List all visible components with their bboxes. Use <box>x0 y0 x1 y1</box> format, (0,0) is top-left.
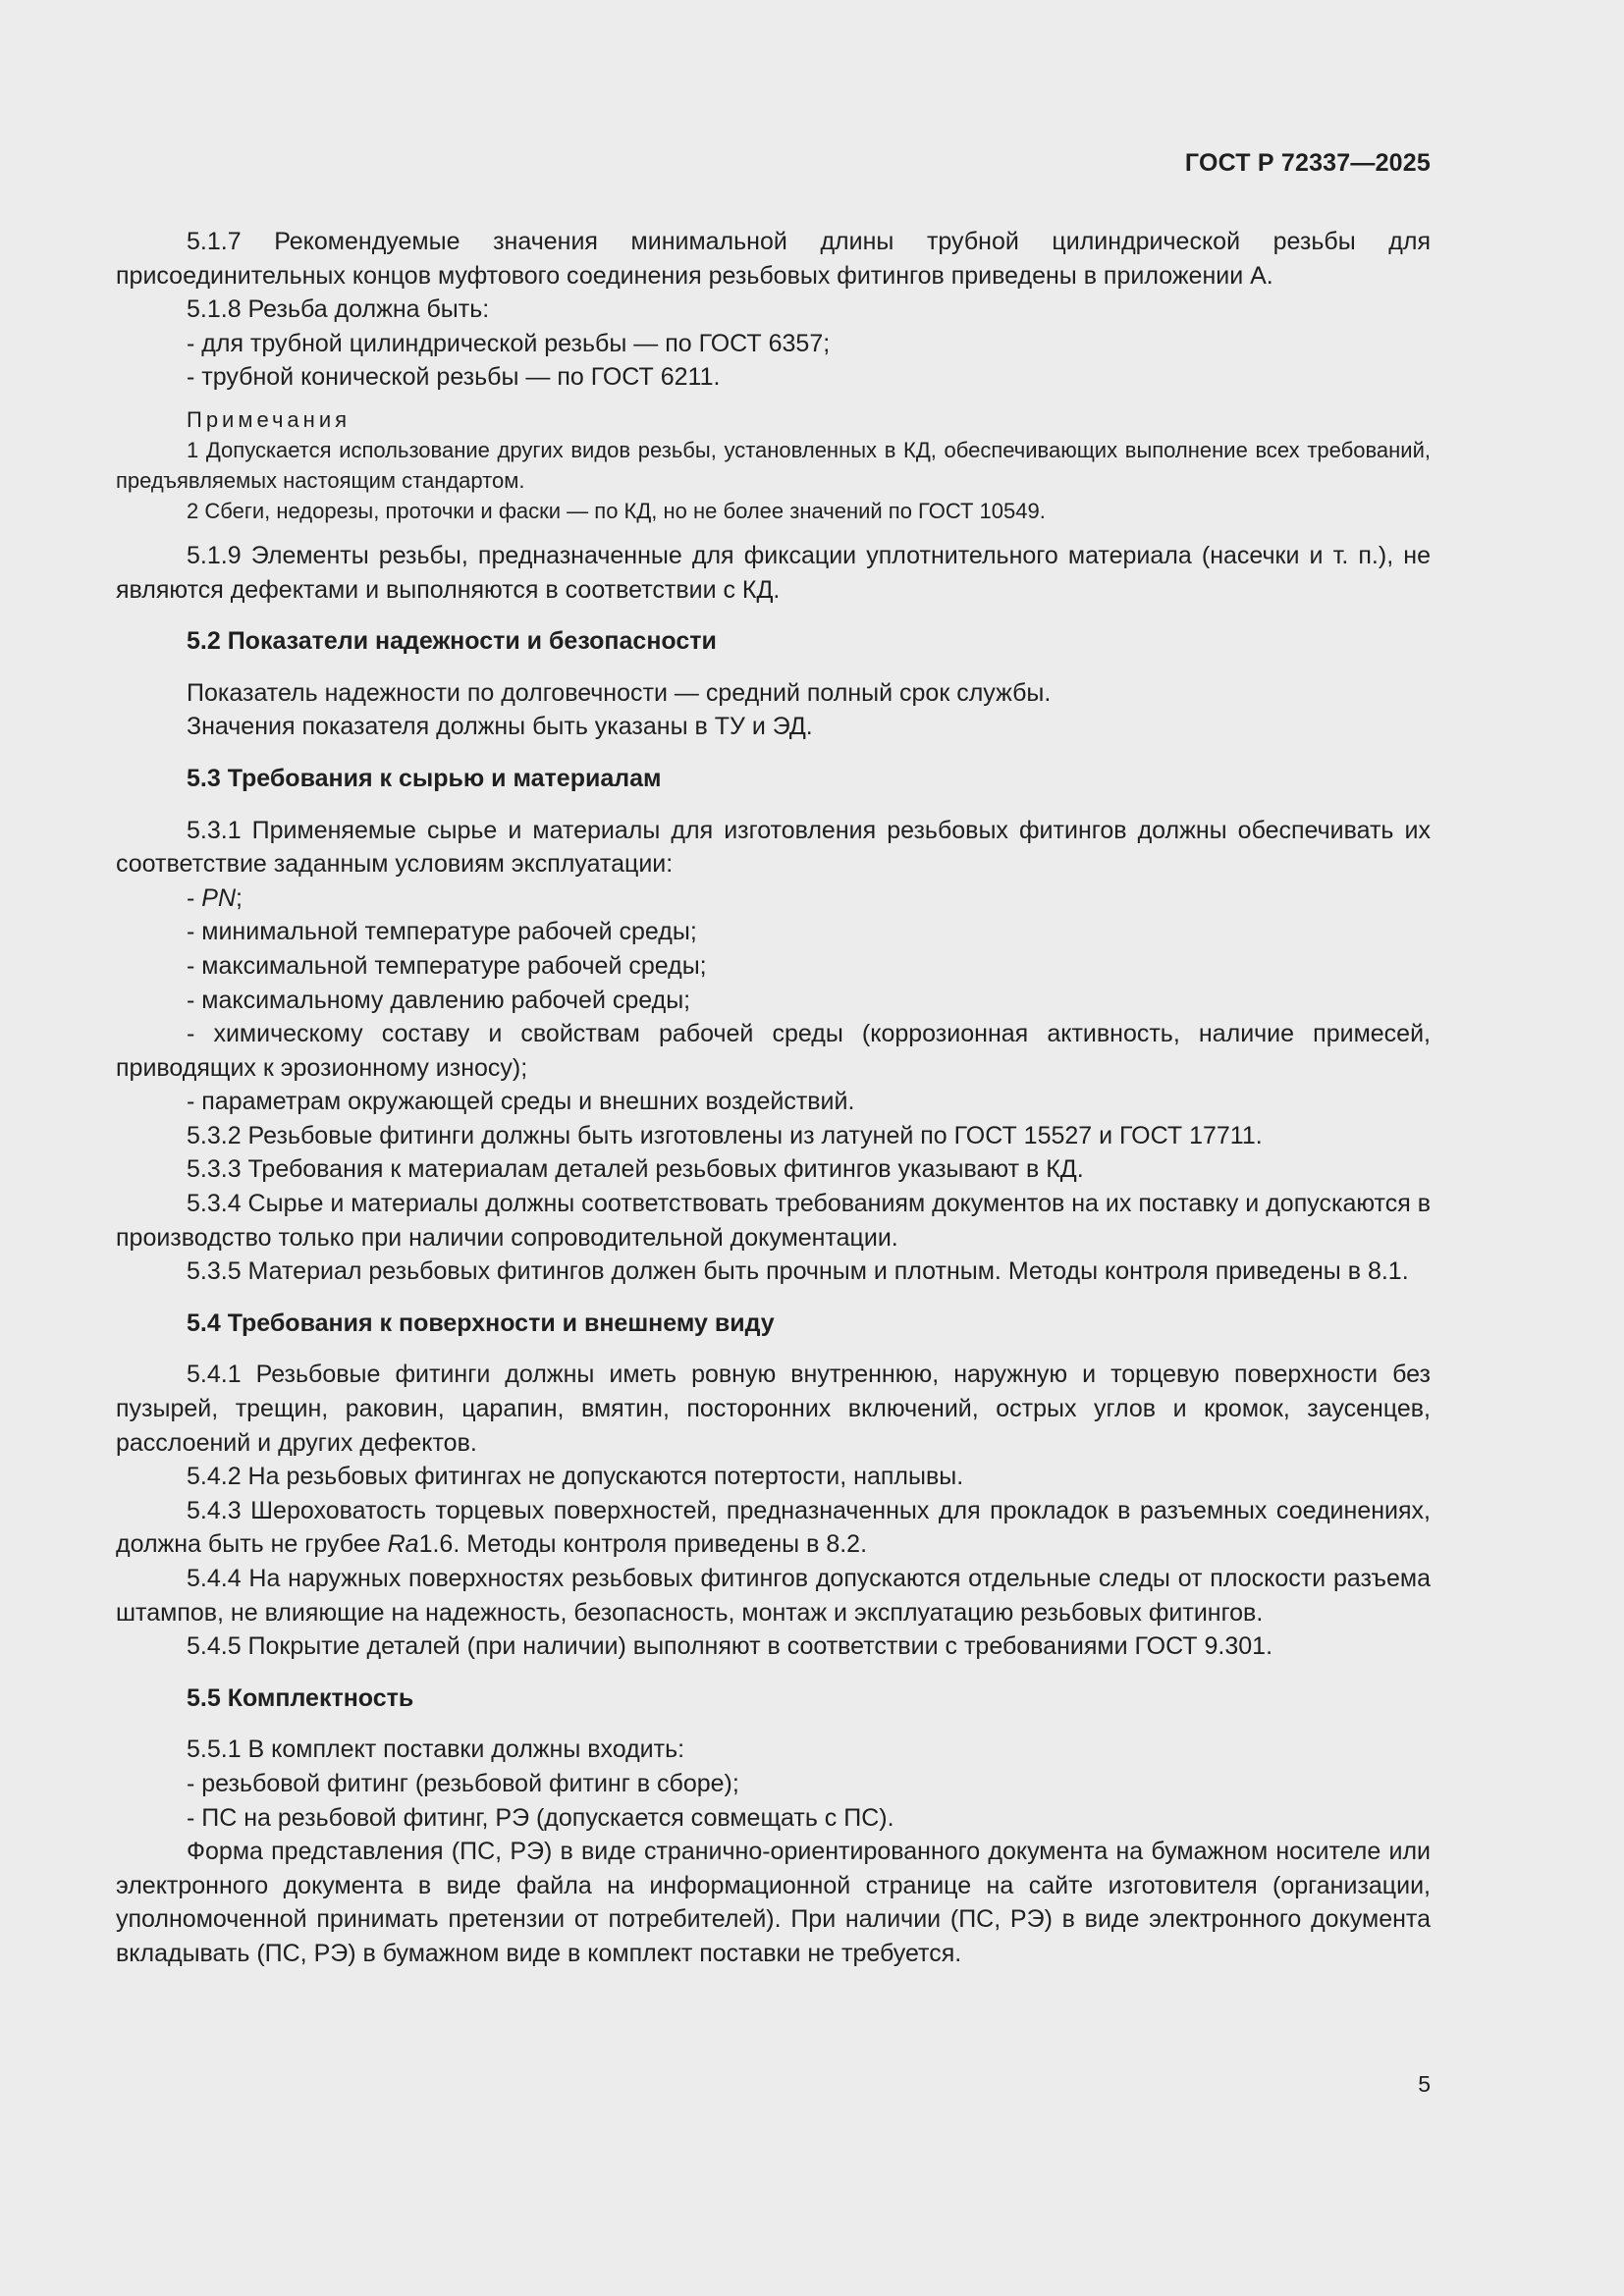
note-1: 1 Допускается использование других видов резьбы, установленных в КД, обеспечивающих выполнение всех требований, предъявляемых настоящим стандартом. <box>116 437 1431 493</box>
clause-5-2-line-2: Значения показателя должны быть указаны в ТУ и ЭД. <box>187 713 813 741</box>
clause-5-5-1: 5.5.1 В комплект поставки должны входить: <box>187 1735 685 1764</box>
clause-5-4-3-text-end: 1.6. Методы контроля приведены в 8.2. <box>418 1530 868 1559</box>
list-dash: - <box>187 883 202 912</box>
clause-5-3-1-item-4: - максимальному давлению рабочей среды; <box>187 986 691 1014</box>
notes-block <box>116 404 1431 526</box>
spacer <box>116 526 1431 539</box>
note-2: 2 Сбеги, недорезы, проточки и фаски — по КД, но не более значений по ГОСТ 10549. <box>187 498 1046 523</box>
clause-5-5-1-item-1: - резьбовой фитинг (резьбовой фитинг в сборе); <box>187 1769 739 1797</box>
document-header-standard-id: ГОСТ Р 72337—2025 <box>1184 149 1431 177</box>
clause-5-3-1-item-pn <box>116 881 1431 916</box>
spacer <box>116 1715 1431 1733</box>
clause-5-3-5: 5.3.5 Материал резьбовых фитингов должен быть прочным и плотным. Методы контроля приведены в 8.1. <box>187 1257 1409 1286</box>
section-heading-5-5: 5.5 Комплектность <box>187 1683 414 1712</box>
clause-5-3-1-item-6: - параметрам окружающей среды и внешних воздействий. <box>187 1088 855 1116</box>
spacer <box>116 1664 1431 1682</box>
clause-5-1-8-item-2: - трубной конической резьбы — по ГОСТ 6211. <box>187 363 721 392</box>
clause-5-1-8: 5.1.8 Резьба должна быть: <box>187 295 490 324</box>
page-number: 5 <box>1418 2071 1431 2097</box>
clause-5-4-3 <box>116 1494 1431 1562</box>
document-page <box>116 0 1431 2296</box>
clause-5-4-5: 5.4.5 Покрытие деталей (при наличии) выполняют в соответствии с требованиями ГОСТ 9.301. <box>187 1632 1273 1661</box>
list-end: ; <box>236 883 243 912</box>
clause-5-4-2: 5.4.2 На резьбовых фитингах не допускаются потертости, наплывы. <box>187 1463 964 1491</box>
clause-5-1-8-item-1: - для трубной цилиндрической резьбы — по ГОСТ 6357; <box>187 329 831 357</box>
clause-5-3-3: 5.3.3 Требования к материалам деталей резьбовых фитингов указывают в КД. <box>187 1155 1084 1184</box>
notes-title: Примечания <box>187 406 352 432</box>
clause-5-3-1-item-3: - максимальной температуре рабочей среды; <box>187 951 707 980</box>
clause-5-3-4: 5.3.4 Сырье и материалы должны соответствовать требованиям документов на их поставку и допускаются в производство только при наличии сопроводительной документации. <box>116 1190 1431 1252</box>
spacer <box>116 744 1431 762</box>
ra-symbol: Ra <box>387 1530 419 1559</box>
clause-5-4-1: 5.4.1 Резьбовые фитинги должны иметь ровную внутреннюю, наружную и торцевую поверхности без пузырей, трещин, раковин, царапин, вмятин, посторонних включений, острых углов и кромок, заусенцев, расслоений и других дефектов. <box>116 1361 1431 1457</box>
spacer <box>116 607 1431 624</box>
section-heading-5-3: 5.3 Требования к сырью и материалам <box>187 764 662 792</box>
spacer <box>116 1340 1431 1358</box>
clause-5-5-1-item-2: - ПС на резьбовой фитинг, РЭ (допускается совмещать с ПС). <box>187 1803 894 1832</box>
spacer <box>116 796 1431 814</box>
spacer <box>116 1289 1431 1307</box>
spacer <box>116 659 1431 676</box>
clause-5-1-9: 5.1.9 Элементы резьбы, предназначенные для фиксации уплотнительного материала (насечки и т. п.), не являются дефектами и выполняются в соответствии с КД. <box>116 541 1431 604</box>
clause-5-3-2: 5.3.2 Резьбовые фитинги должны быть изготовлены из латуней по ГОСТ 15527 и ГОСТ 17711. <box>187 1121 1263 1149</box>
clause-5-4-3-text-start: 5.4.3 Шероховатость торцевых поверхностей, предназначенных для прокладок в разъемных соединениях, должна быть не грубее <box>116 1496 1431 1559</box>
document-body <box>116 225 1431 1971</box>
section-heading-5-2: 5.2 Показатели надежности и безопасности <box>187 627 717 656</box>
clause-5-1-7: 5.1.7 Рекомендуемые значения минимальной длины трубной цилиндрической резьбы для присоединительных концов муфтового соединения резьбовых фитингов приведены в приложении А. <box>116 228 1431 290</box>
pn-symbol: PN <box>201 883 237 912</box>
clause-5-3-1: 5.3.1 Применяемые сырье и материалы для изготовления резьбовых фитингов должны обеспечивать их соответствие заданным условиям эксплуатации: <box>116 816 1431 879</box>
clause-5-2-line-1: Показатель надежности по долговечности — средний полный срок службы. <box>187 678 1052 707</box>
clause-5-3-1-item-2: - минимальной температуре рабочей среды; <box>187 918 697 946</box>
clause-5-3-1-item-5: - химическому составу и свойствам рабочей среды (коррозионная активность, наличие примесей, приводящих к эрозионному износу); <box>116 1020 1431 1082</box>
clause-5-4-4: 5.4.4 На наружных поверхностях резьбовых фитингов допускаются отдельные следы от плоскости разъема штампов, не влияющие на надежность, безопасность, монтаж и эксплуатацию резьбовых фитингов. <box>116 1565 1431 1627</box>
clause-5-5-form: Форма представления (ПС, РЭ) в виде странично-ориентированного документа на бумажном носителе или электронного документа в виде файла на информационной странице на сайте изготовителя (организации, уполномоченной принимать претензии от потребителей). При наличии (ПС, РЭ) в виде электронного документа вкладывать (ПС, РЭ) в бумажном виде в комплект поставки не требуется. <box>116 1838 1431 1967</box>
section-heading-5-4: 5.4 Требования к поверхности и внешнему виду <box>187 1308 775 1337</box>
